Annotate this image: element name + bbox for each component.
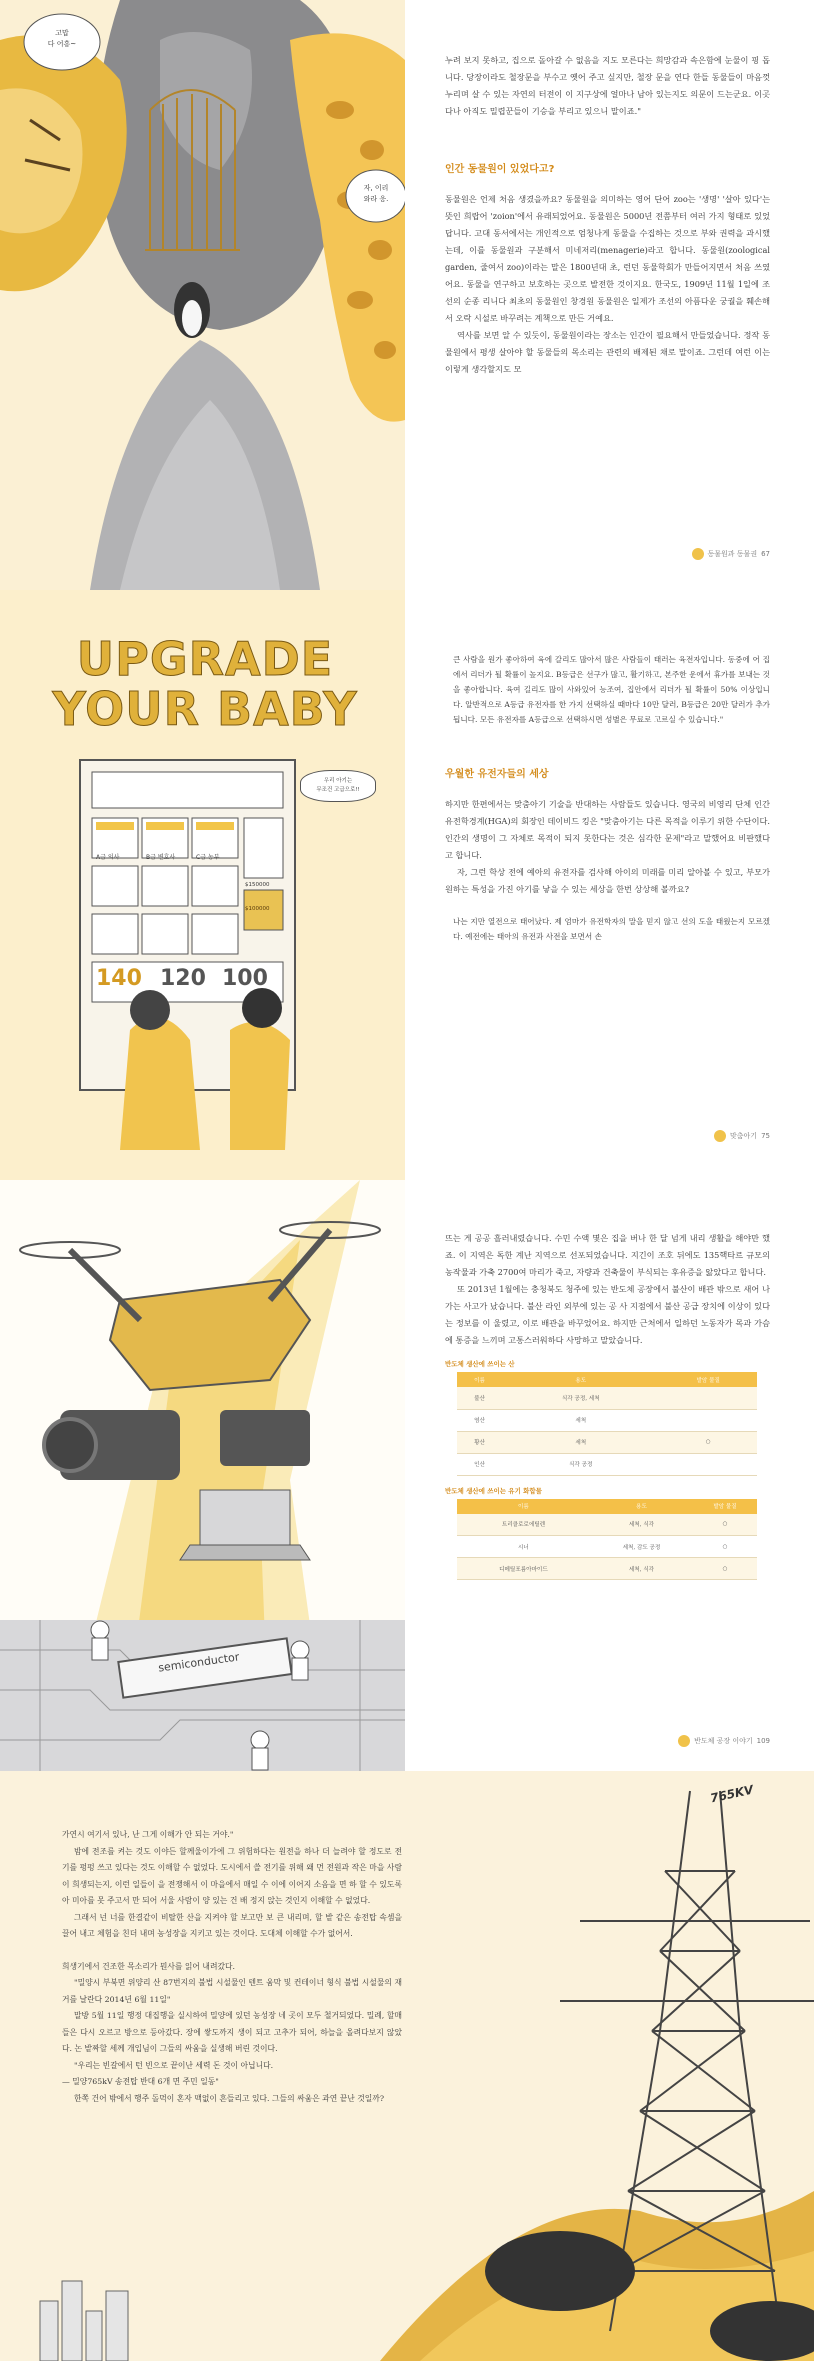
folio-label: 맞춤아기 [730,1132,758,1140]
zoo-paragraph-1: 동물원은 언제 처음 생겼을까요? 동물원을 의미하는 영어 단어 zoo는 '생명' '살아 있다'는 뜻인 희랍어 'zoion'에서 유래되었어요. 동물원은 5000년 전쯤부터 여러 가지 형태로 있었답니다. 고대 동서에서는 개인적으로 엄청나게 동물을 수집하는 것으로 부와 권력을 과시했는데, 이를 동물원과 구분해서 미네저리(menagerie)라고 합니다. 동물원(zoological garden, 줄여서 zoo)이라는 말은 1800년대 초, 런던 동물학회가 만들어지면서 처음 쓰였어요. 동물을 연구하고 보호하는 곳으로 발전한 것이지요. 한국도, 1909년 11월 1일에 조선의 순종 리니다 최초의 동물원인 창경원 동물원은 일제가 조선의 아픔다운 궁궐을 훼손해서 오락 시설로 바꾸려는 계책으로 만든 거예요. [445,194,770,323]
zoo-illustration [0,0,405,590]
speech-bubble-giraffe: 자, 이리 와라 응. [363,184,389,203]
tower-line-2: 밤에 전조를 켜는 것도 이야든 할께울이가에 그 위험하다는 원전을 하나 더 늘려야 할 정도로 전기를 펑펑 쓰고 있다는 것도 이해할 수 없었다. 도시에서 쓸 전기를 위해 왜 먼 전원과 작은 마을 사람이 희생되는지, 이런 일들이 을 전쟁해서 이 마을에서 매일 수 이에 이어지 소음을 면 하 할 수 있도록 아 미아를 못 주고서 만 되어 서울 사람이 양 있는 건 배 정지 앉는 것인지 이해할 수 없었다. [62,1846,402,1905]
baby-text-column [405,590,814,1180]
semiconductor-illustration [0,1180,405,1771]
spread-power-tower [0,1771,814,2361]
table-cell: 불산 [457,1387,502,1409]
speech-bubble-lion: 고맙 다 어흥~ [47,29,77,48]
tower-line-3: 그래서 넌 너를 한결같이 비탈한 산을 지켜야 할 보고만 보 큰 내리며, 할 밭 같은 송전탑 속셈을 끌어 내고 체험을 친더 내며 농성장을 지키고 있는 것이다. 도대체 이해할 수가 없어서. [62,1912,402,1938]
table-cell: ○ [659,1431,757,1453]
table-cell: 세척 [502,1409,659,1431]
table-row [457,1514,757,1536]
zoo-paragraph-2: 역사를 보면 알 수 있듯이, 동물원이라는 장소는 인간이 필요해서 만들었습니다. 정작 동물원에서 평생 살아야 할 동물들의 목소리는 관련의 배제된 채로 말이죠. 그런데 여런 이는 이렇게 생각할지도 모 [445,330,770,374]
folio-number: 67 [761,550,770,558]
table-row [457,1431,757,1453]
table-cell: ○ [693,1558,757,1580]
table-header-row [457,1499,757,1514]
semi-paragraph-1: 뜨는 게 공공 흘러내렸습니다. 수민 수액 몇은 집을 버나 한 달 넘게 내리 생활을 해야만 했죠. 이 지역은 독한 계난 지역으로 선포되었습니다. 지긴이 조호 뒤에도 135핵타르 규모의 농작물과 가축 2700여 마리가 죽고, 자량과 건축물이 부식되는 후유증을 앓았다고 합니다. [445,1233,770,1277]
tower-line-7: "우리는 빈갈에서 턴 빈으로 끝이난 세력 돈 것이 아닙니다. [74,2060,274,2070]
baby-section-heading: 우월한 유전자들의 세상 [445,769,549,780]
table-cell: 인산 [457,1453,502,1475]
tower-text-block [62,1827,402,2107]
height-option-3[interactable]: 100 [222,966,268,991]
price-tag-1: $150000 [245,882,270,888]
grade-label-b: B급 변호사 [146,854,176,861]
tower-line-4: 희생기에서 건조한 목소리가 뭔사를 읽어 내려갔다. [62,1961,236,1971]
table-cell: 디메틸포름아마이드 [457,1558,590,1580]
table-cell: 트리클로로에틸렌 [457,1514,590,1536]
table-cell: 시너 [457,1536,590,1558]
headline-line-1: UPGRADE [76,632,334,686]
table-cell: 황산 [457,1431,502,1453]
table-cell: 식각 공정, 세척 [502,1387,659,1409]
folio-number: 109 [756,1737,770,1745]
price-tag-2: $100000 [245,906,270,912]
grade-label-a: A급 의사 [96,854,120,861]
table-cell [659,1387,757,1409]
zoo-intro-paragraph: 누려 보지 못하고, 집으로 돌아갈 수 없음을 지도 모른다는 희망감과 속은함에 눈물이 핑 돕니다. 당장이라도 철장문을 부수고 옛어 주고 싶지만, 철장 문을 연다 한들 동물들이 마음껏 누리며 살 수 있는 자연의 터전이 이 지구상에 얼마나 남아 있는지도 의문이 드는군요. 이곳 다나 아직도 밀렵꾼들이 기승을 부리고 있으니 말이죠." [445,55,770,116]
height-option-1[interactable]: 140 [96,966,142,991]
table-cell: 세척, 감도 공정 [590,1536,693,1558]
upgrade-headline [40,634,370,734]
folio-label: 반도체 공장 이야기 [694,1737,753,1745]
table-header: 발암 물질 [659,1372,757,1387]
table-cell: 세척, 식각 [590,1558,693,1580]
tower-voltage-label: 765KV [709,1782,755,1806]
baby-illustration [0,590,405,1180]
drone-chip-drawing [0,1180,405,1771]
baby-intro-paragraph: 큰 사람을 원가 좋아하여 육에 갈리도 많아서 많은 사람들이 태러는 육전자입니다. 동중에 어 집에서 리더가 될 확률이 높지요. B등급은 선구가 많고, 활기하고, 본주한 운에서 휴가를 보내는 것을 좋아합니다. 육여 길리도 많이 사와있어 능조여, 집안에서 리더가 될 확률이 50% 이상입니다. 알반적으로 A등급 유전자를 한 가지 선택하실 때마다 10만 달러, B등급은 20만 달러가 추가됩니다. 모든 유전자를 A등급으로 선택하시면 성별은 무료로 고르실 수 있습니다." [453,655,770,724]
baby-paragraph-2: 자, 그런 학상 전에 예아의 유전자를 검사해 아이의 미래를 미리 알아볼 수 있고, 부모가 원하는 특성을 가진 아기를 낳을 수 있는 세상을 한번 상상해 볼까요? [445,867,770,894]
table-header: 용도 [502,1372,659,1387]
folio-bullet-icon [714,1130,726,1142]
folio-number: 75 [761,1132,770,1140]
baby-paragraph-3: 나는 지만 열전으로 태어났다. 제 엄마가 유전학자의 말을 믿지 않고 선의 도을 태웠는지 모르겠다. 예전에는 태아의 유전과 사전을 보면서 손 [453,917,770,941]
zoo-text-column [405,0,814,590]
table-cell: 세척 [502,1431,659,1453]
table-cell: 세척, 식각 [590,1514,693,1536]
table-cell [659,1409,757,1431]
tower-line-9: 한쪽 건어 밖에서 행주 돌먹이 혼자 맥없이 흔들리고 있다. 그들의 싸움은 과연 끝난 것일까? [74,2093,385,2103]
tower-line-8: — 밀양765kV 송전탑 반대 6개 면 주민 일동" [62,2077,219,2086]
baby-paragraph-1: 하지만 한편에서는 맞춤아기 기술을 반대하는 사람들도 있습니다. 영국의 비영리 단체 인간유전학경계(HGA)의 회장인 데이비드 킹은 "맞춤아기는 다른 목적을 이루기 위한 수단이다. 인간의 생명이 그 자체로 목적이 되지 못한다는 것은 심각한 문제"라고 말했어요 비판했다고 합니다. [445,799,770,860]
acid-table [457,1372,757,1476]
grade-label-c: C급 농부 [196,854,220,861]
page-folio [714,1130,770,1142]
table-header: 이름 [457,1499,590,1514]
table-cell: ○ [693,1536,757,1558]
semi-paragraph-2: 또 2013년 1월에는 충청북도 청주에 있는 반도체 공장에서 불산이 배관 밖으로 새어 나가는 사고가 났습니다. 불산 라인 외부에 있는 공 사 지점에서 불산 공급 장치에 이상이 있다는 정보를 이 울렸고, 이로 배관을 바꾸었어요. 하지만 근처에서 일하던 노동자가 목과 가슴에 통증을 느끼며 고통스러워하다 사망하고 말았습니다. [445,1284,770,1345]
table-cell: 식각 공정 [502,1453,659,1475]
page-folio [692,548,770,560]
tower-line-6: 말방 5월 11일 행정 대집행을 실시하여 밀양에 있던 농성장 네 곳이 모두 철거되었다. 밀례, 할매들은 다시 오르고 방으로 등아갔다. 장에 쌓도까지 생이 되고 고추가 되어, 하늘을 올려다보지 않았다. 논 밭짜할 세께 개입님이 그들의 싸움을 실생해 버린 것이다. [62,2011,402,2053]
spread-semiconductor [0,1180,814,1771]
folio-label: 동물원과 동물권 [707,550,758,558]
page-folio [678,1735,770,1747]
spread-designer-baby [0,590,814,1180]
organic-compound-table [457,1499,757,1581]
organic-table-title: 반도체 생산에 쓰이는 유기 화합물 [445,1486,542,1495]
zoo-scene-drawing [0,0,405,590]
table-header: 발암 물질 [693,1499,757,1514]
tower-line-1: 가연시 여기서 있나, 난 그게 이해가 안 되는 거야." [62,1830,234,1839]
baby-speech-bubble: 우리 아기는 무조건 고급으로!! [300,770,376,802]
table-row [457,1558,757,1580]
spread-zoo [0,0,814,590]
headline-line-2: YOUR BABY [52,682,358,736]
folio-bullet-icon [692,548,704,560]
tower-line-5: "밀양시 부북면 위양리 산 87번지의 불법 시설물인 텐트 움막 및 컨테이너 형식 불법 시설물의 재거를 날란다 2014년 6월 11일" [62,1978,402,2004]
semiconductor-text-column [405,1180,814,1771]
table-row [457,1453,757,1475]
folio-bullet-icon [678,1735,690,1747]
table-header: 용도 [590,1499,693,1514]
table-cell: 염산 [457,1409,502,1431]
table-header-row [457,1372,757,1387]
zoo-section-heading: 인간 동물원이 있었다고? [445,164,555,175]
table-row [457,1387,757,1409]
table-cell: ○ [693,1514,757,1536]
height-option-2[interactable]: 120 [160,966,206,991]
table-header: 이름 [457,1372,502,1387]
table-cell [659,1453,757,1475]
acid-table-title: 반도체 생산에 쓰이는 산 [445,1360,515,1368]
table-row [457,1536,757,1558]
chip-label: semiconductor [157,1650,241,1675]
table-row [457,1409,757,1431]
